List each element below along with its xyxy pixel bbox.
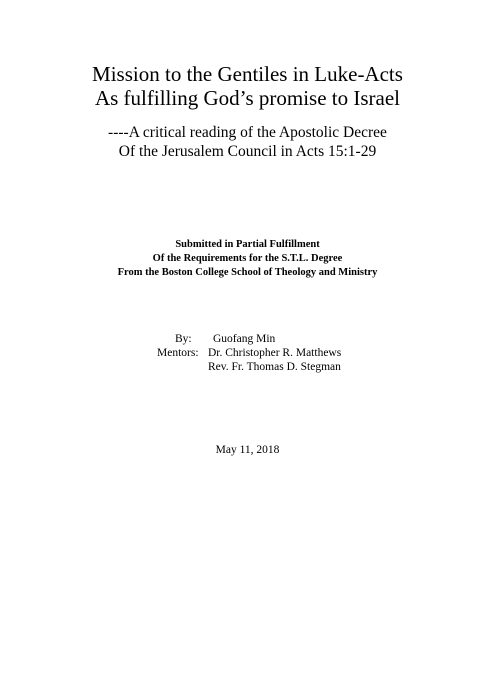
submission-statement-line-3: From the Boston College School of Theology and Ministry xyxy=(117,267,378,278)
thesis-subtitle-line-1: ----A critical reading of the Apostolic Decree xyxy=(108,124,387,141)
mentor-name-2: Rev. Fr. Thomas D. Stegman xyxy=(208,361,341,373)
thesis-subtitle-line-2: Of the Jerusalem Council in Acts 15:1-29 xyxy=(118,143,377,160)
submission-statement-line-1: Submitted in Partial Fulfillment xyxy=(175,239,320,250)
author-name: Guofang Min xyxy=(213,333,276,345)
submission-date: May 11, 2018 xyxy=(215,444,280,456)
thesis-title-line-2: As fulfilling God’s promise to Israel xyxy=(94,86,401,110)
author-label: By: xyxy=(175,333,192,345)
thesis-title-line-1: Mission to the Gentiles in Luke-Acts xyxy=(92,62,403,86)
mentor-name-1: Dr. Christopher R. Matthews xyxy=(208,347,342,359)
mentors-label: Mentors: xyxy=(157,347,199,359)
submission-statement-line-2: Of the Requirements for the S.T.L. Degree xyxy=(152,253,343,264)
